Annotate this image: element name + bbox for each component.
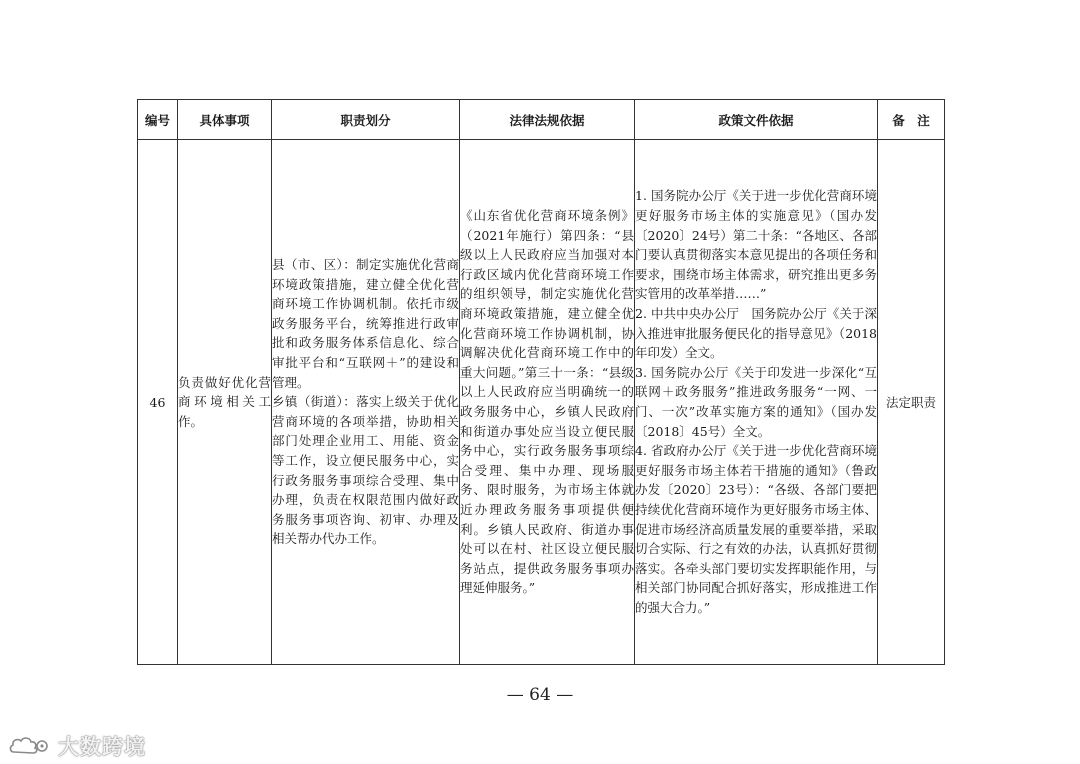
header-item: 具体事项 [178, 100, 272, 140]
watermark-text: 大数跨境 [58, 735, 146, 759]
responsibility-table [137, 99, 945, 665]
cell-item: 负责做好优化营商环境相关工作。 [178, 140, 272, 665]
cell-remark: 法定职责 [878, 140, 945, 665]
duty-township: 乡镇（街道）：落实上级关于优化营商环境的各项举措，协助相关部门处理企业用工、用能、资金等工作，设立便民服务中心，实行政务服务事项综合受理、集中办理，负责在权限范围内做好政务服务事项咨询、初审、办理及相关帮办代办工作。 [272, 394, 459, 547]
table-header-row [138, 100, 945, 140]
policy-item-3: 3. 国务院办公厅《关于印发进一步深化“互联网＋政务服务”推进政务服务“一网、一门、一次”改革实施方案的通知》（国办发〔2018〕45号）全文。 [635, 364, 877, 439]
watermark [8, 731, 146, 761]
header-law: 法律法规依据 [460, 100, 635, 140]
policy-item-4: 4. 省政府办公厅《关于进一步优化营商环境更好服务市场主体若干措施的通知》（鲁政办发〔2020〕23号）：“各级、各部门要把持续优化营商环境作为更好服务市场主体、促进市场经济高质量发展的重要举措，采取切合实际、行之有效的办法，认真抓好贯彻落实。各牵头部门要切实发挥职能作用，与相关部门协同配合抓好落实，形成推进工作的强大合力。” [635, 443, 877, 615]
table-row [138, 140, 945, 665]
cell-law: 《山东省优化营商环境条例》（2021年施行）第四条：“县级以上人民政府应当加强对本行政区域内优化营商环境工作的组织领导，制定实施优化营商环境政策措施，建立健全优化营商环境工作协调机制，协调解决优化营商环境工作中的重大问题。”第三十一条：“县级以上人民政府应当明确统一的政务服务中心，乡镇人民政府和街道办事处应当设立便民服务中心，实行政务服务事项综合受理、集中办理、现场服务、限时服务，为市场主体就近办理政务服务事项提供便利。乡镇人民政府、街道办事处可以在村、社区设立便民服务站点，提供政务服务事项办理延伸服务。” [460, 140, 635, 665]
page-number: — 64 — [506, 685, 574, 705]
cell-number: 46 [138, 140, 178, 665]
cell-policy [635, 140, 878, 665]
policy-item-1: 1. 国务院办公厅《关于进一步优化营商环境更好服务市场主体的实施意见》（国办发〔2020〕24号）第二十条：“各地区、各部门要认真贯彻落实本意见提出的各项任务和要求，围绕市场主体需求，研究推出更多务实管用的改革举措……” [635, 188, 877, 302]
header-remark: 备 注 [878, 100, 945, 140]
header-duties: 职责划分 [272, 100, 460, 140]
cell-duties [272, 140, 460, 665]
cloud-logo-icon [8, 735, 52, 757]
header-policy: 政策文件依据 [635, 100, 878, 140]
duty-county: 县（市、区）：制定实施优化营商环境政策措施，建立健全优化营商环境工作协调机制。依托市级政务服务平台，统筹推进行政审批和政务服务体系信息化、综合审批平台和“互联网＋”的建设和管理。 [272, 257, 459, 390]
header-number: 编号 [138, 100, 178, 140]
policy-item-2: 2. 中共中央办公厅 国务院办公厅《关于深入推进审批服务便民化的指导意见》（2018年印发）全文。 [635, 306, 877, 361]
